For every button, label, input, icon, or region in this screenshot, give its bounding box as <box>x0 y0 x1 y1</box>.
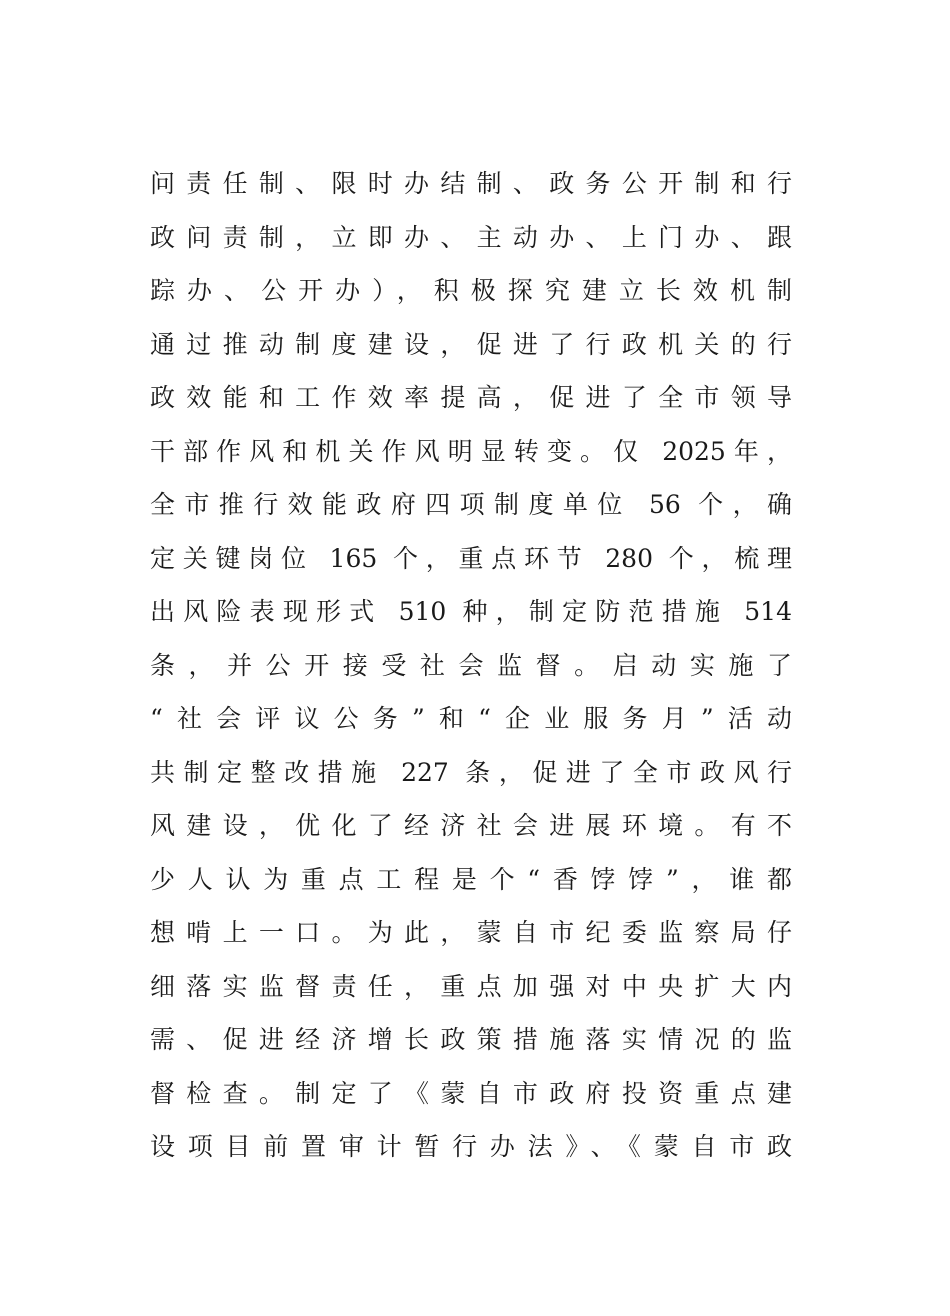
text-line: 踪办、公开办），积极探究建立长效机制 <box>150 276 792 305</box>
text-line: 设项目前置审计暂行办法》、《蒙自市政 <box>150 1132 792 1161</box>
text-line: 政问责制，立即办、主动办、上门办、跟 <box>150 222 792 252</box>
text-line: 全市推行效能政府四项制度单位 56 个，确 <box>150 490 792 519</box>
text-line: 少人认为重点工程是个“香饽饽”，谁都 <box>150 864 792 894</box>
text-line: 定关键岗位 165 个，重点环节 280 个，梳理 <box>150 543 792 573</box>
text-line: 共制定整改措施 227 条，促进了全市政风行 <box>150 757 792 787</box>
text-line: 细落实监督责任，重点加强对中央扩大内 <box>150 971 792 1001</box>
text-line: 风建设，优化了经济社会进展环境。有不 <box>150 811 792 840</box>
text-line: “社会评议公务”和“企业服务月”活动 <box>150 704 792 733</box>
text-line: 出风险表现形式 510 种，制定防范措施 514 <box>150 597 792 626</box>
text-line: 条，并公开接受社会监督。启动实施了 <box>150 650 792 680</box>
text-line: 需、促进经济增长政策措施落实情况的监 <box>150 1025 792 1054</box>
text-line: 通过推动制度建设，促进了行政机关的行 <box>150 329 792 359</box>
text-line: 想啃上一口。为此，蒙自市纪委监察局仔 <box>150 918 792 947</box>
text-line: 问责任制、限时办结制、政务公开制和行 <box>150 169 792 198</box>
text-line: 干部作风和机关作风明显转变。仅 2025年， <box>150 436 792 466</box>
body-text <box>150 157 792 1174</box>
text-line: 政效能和工作效率提高，促进了全市领导 <box>150 383 792 412</box>
text-line: 督检查。制定了《蒙自市政府投资重点建 <box>150 1078 792 1108</box>
